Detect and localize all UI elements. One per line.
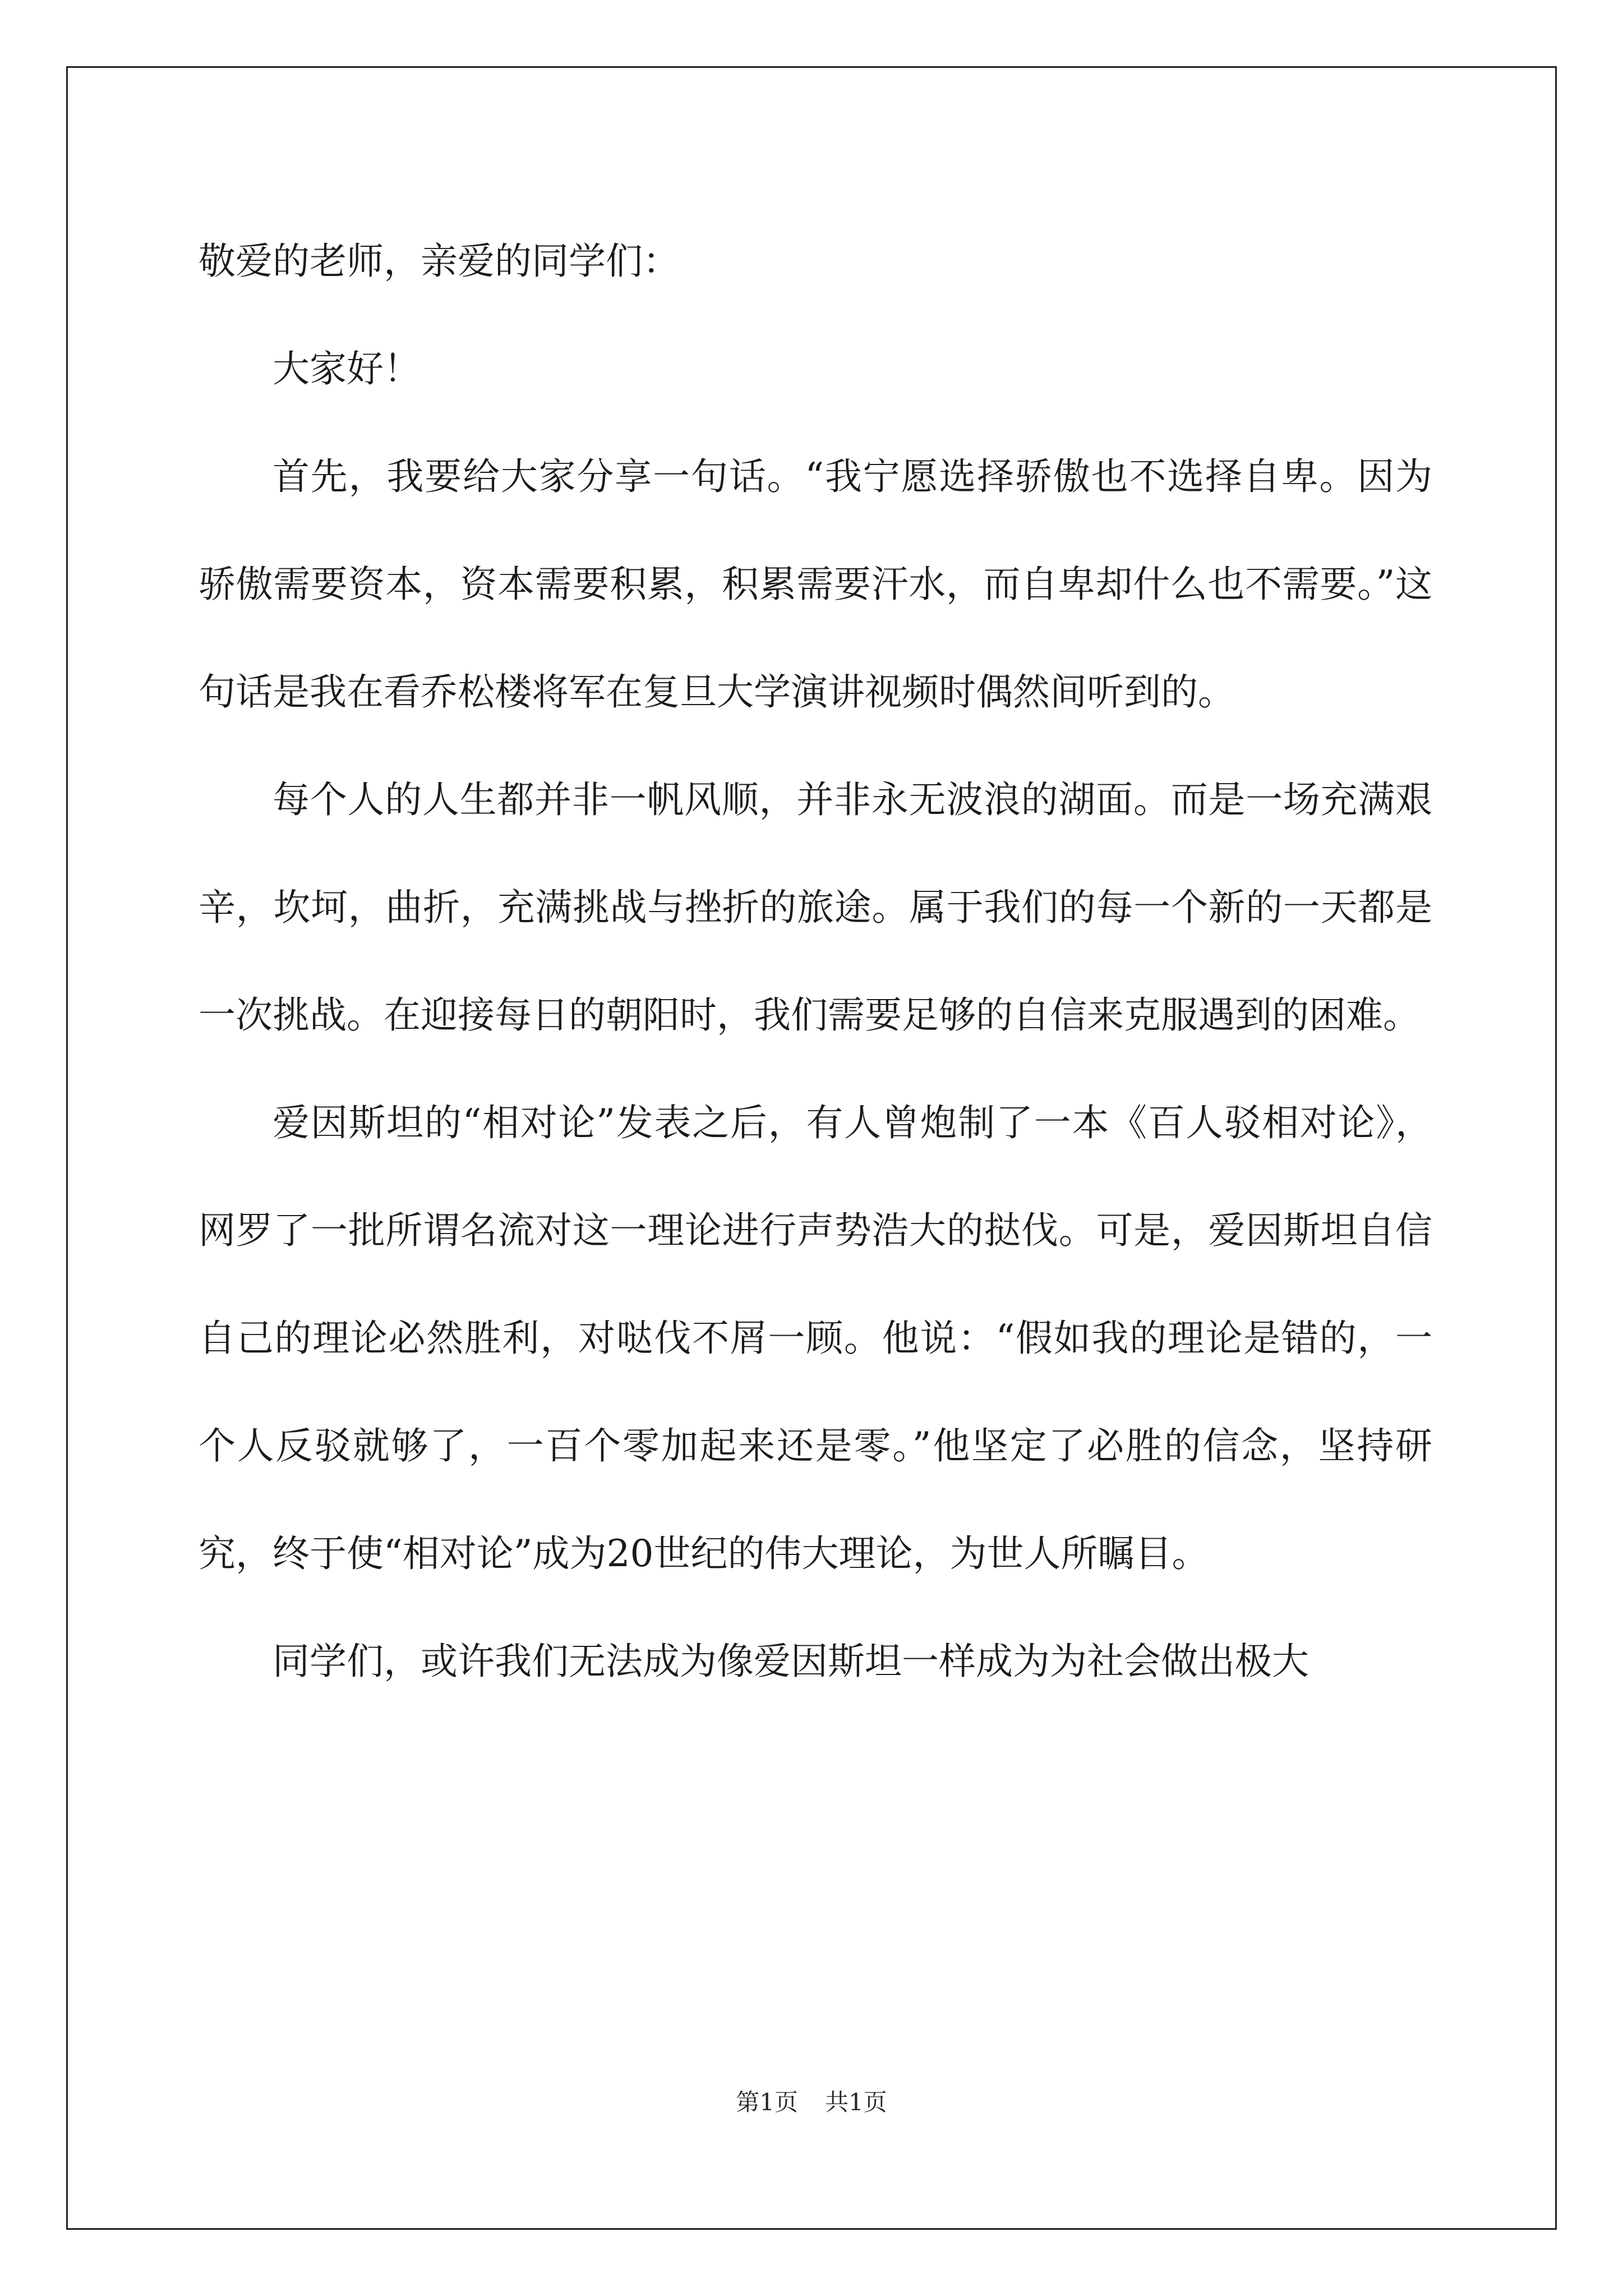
paragraph-einstein: 爱因斯坦的“相对论”发表之后，有人曾炮制了一本《百人驳相对论》，网罗了一批所谓名流对这一理论进行声势浩大的挞伐。可是，爱因斯坦自信自己的理论必然胜利，对哒伐不屑一顾。他说：“假如我的理论是错的，一个人反驳就够了，一百个零加起来还是零。”他坚定了必胜的信念，坚持研究，终于使“相对论”成为20世纪的伟大理论，为世人所瞩目。	[199, 1101, 1432, 1575]
paragraph-greeting: 大家好！	[273, 347, 421, 390]
paragraph-closing: 同学们，或许我们无法成为像爱因斯坦一样成为为社会做出极大	[273, 1640, 1309, 1683]
page-total: 共1页	[825, 2088, 887, 2116]
paragraph-life: 每个人的人生都并非一帆风顺，并非永无波浪的湖面。而是一场充满艰辛，坎坷，曲折，充满挑战与挫折的旅途。属于我们的每一个新的一天都是一次挑战。在迎接每日的朝阳时，我们需要足够的自信来克服遇到的困难。	[199, 778, 1432, 1037]
document-body	[199, 208, 1432, 1715]
paragraph-quote: 首先，我要给大家分享一句话。“我宁愿选择骄傲也不选择自卑。因为骄傲需要资本，资本需要积累，积累需要汗水，而自卑却什么也不需要。”这句话是我在看乔松楼将军在复旦大学演讲视频时偶然间听到的。	[199, 455, 1432, 714]
salutation: 敬爱的老师，亲爱的同学们：	[199, 240, 680, 283]
page-footer	[0, 2086, 1623, 2119]
page-number: 第1页	[736, 2088, 798, 2116]
